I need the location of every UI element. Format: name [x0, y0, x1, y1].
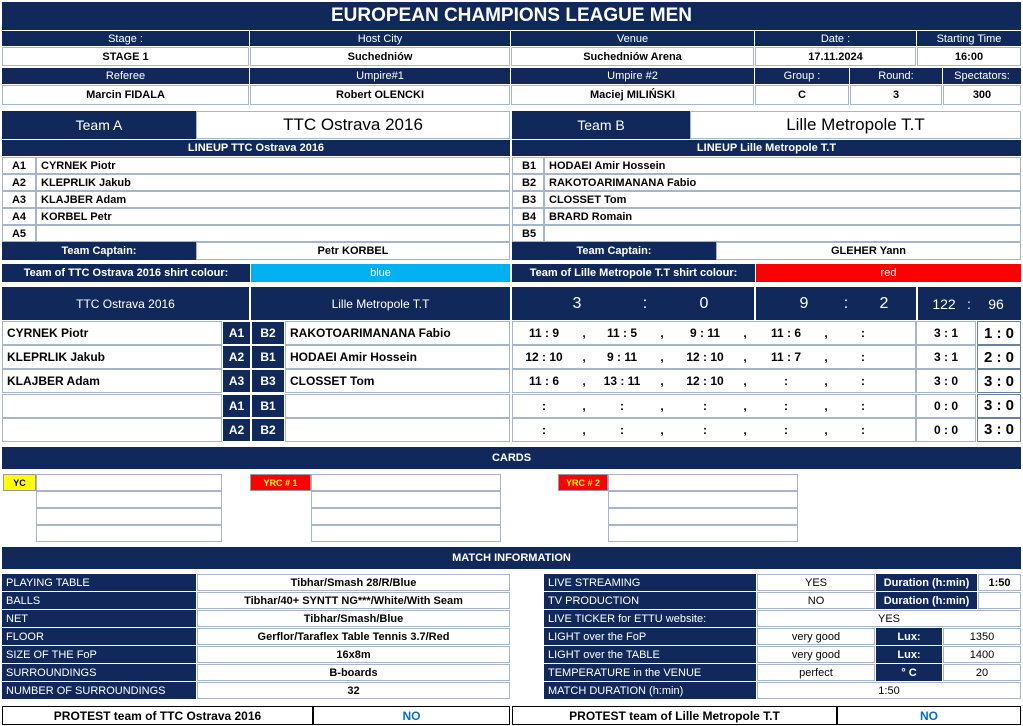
set-score: : [542, 398, 546, 413]
team-b-label: Team B [512, 111, 690, 139]
set-score: : [861, 374, 865, 389]
lineup-code: B1 [512, 157, 544, 174]
points-score [918, 287, 1021, 320]
matches-score [512, 287, 754, 320]
card-entry-field[interactable] [311, 474, 501, 491]
points-a: 122 [932, 295, 956, 312]
info-label: LIGHT over the TABLE [544, 646, 756, 663]
info-value: Suchedniów [250, 47, 510, 66]
set-separator: , [743, 326, 747, 340]
match-player-b [285, 418, 510, 442]
match-info-title: MATCH INFORMATION [2, 547, 1021, 569]
info-sub-label: Duration (h:min) [876, 592, 977, 609]
info-sub-label: Lux: [876, 646, 942, 663]
set-separator: , [582, 350, 586, 365]
info-value: 16x8m [197, 646, 510, 663]
set-score: 9 : 11 [689, 326, 721, 340]
set-score: : [542, 422, 546, 437]
info-value: Tibhar/40+ SYNTT NG***/White/With Seam [197, 592, 510, 609]
info-value: Tibhar/Smash 28/R/Blue [197, 574, 510, 591]
info-value: Gerflor/Taraflex Table Tennis 3.7/Red [197, 628, 510, 645]
set-separator: , [660, 374, 664, 389]
info-label: SURROUNDINGS [2, 664, 196, 681]
info-value: NO [757, 592, 875, 609]
info-label: NUMBER OF SURROUNDINGS [2, 682, 196, 699]
lineup-player [544, 225, 1021, 242]
set-score: : [703, 398, 707, 413]
info-label: LIVE TICKER for ETTU website: [544, 610, 756, 627]
info-header: Round: [850, 68, 942, 84]
games-score [756, 287, 916, 320]
match-games: 0 : 0 [916, 418, 976, 442]
set-separator: , [824, 398, 828, 413]
set-score: : [861, 422, 865, 437]
info-value: Robert OLENCKI [250, 85, 510, 105]
set-score: 12 : 10 [686, 374, 724, 389]
games-b: 2 [879, 294, 889, 312]
lineup-player: CLOSSET Tom [544, 191, 1021, 208]
lineup-b-title: LINEUP Lille Metropole T.T [512, 140, 1021, 156]
card-entry-field[interactable] [608, 491, 798, 508]
info-label: BALLS [2, 592, 196, 609]
set-separator: , [582, 326, 586, 340]
card-entry-field[interactable] [36, 474, 222, 491]
lineup-code: B5 [512, 225, 544, 242]
lineup-player [36, 225, 510, 242]
info-value: Maciej MILIŃSKI [511, 85, 754, 105]
set-separator: , [660, 326, 664, 340]
set-score: : [861, 326, 865, 340]
shirt-b-colour: red [756, 264, 1021, 282]
lineup-player: KLAJBER Adam [36, 191, 510, 208]
score-team-b: Lille Metropole T.T [251, 287, 510, 320]
match-result: 3 : 0 [977, 418, 1021, 442]
info-sub-value: 1:50 [978, 574, 1021, 591]
match-player-a: KLEPRLIK Jakub [2, 345, 222, 369]
info-value: Tibhar/Smash/Blue [197, 610, 510, 627]
set-separator: , [660, 350, 664, 365]
set-score: 11 : 6 [528, 374, 560, 389]
info-header: Starting Time [917, 31, 1021, 46]
info-value: very good [757, 646, 875, 663]
card-entry-field[interactable] [311, 508, 501, 525]
shirt-b-label: Team of Lille Metropole T.T shirt colour: [512, 264, 755, 282]
match-code-b: B2 [252, 419, 284, 441]
match-code-b: B3 [252, 370, 284, 392]
match-player-b: HODAEI Amir Hossein [285, 345, 510, 369]
sets-cell [512, 321, 916, 345]
lineup-player: KORBEL Petr [36, 208, 510, 225]
points-b: 96 [988, 295, 1004, 312]
info-label: MATCH DURATION (h:min) [544, 682, 756, 699]
info-sub-label: ° C [876, 664, 942, 681]
set-score: : [620, 398, 624, 413]
set-score: 13 : 11 [603, 374, 641, 389]
set-score: 12 : 10 [525, 350, 563, 365]
set-separator: , [660, 398, 664, 413]
sets-cell [512, 345, 916, 369]
page-title: EUROPEAN CHAMPIONS LEAGUE MEN [2, 2, 1021, 30]
info-value: very good [757, 628, 875, 645]
info-header: Host City [250, 31, 510, 46]
match-code-a: A1 [223, 395, 250, 417]
info-value: C [755, 85, 849, 105]
match-code-b: B1 [252, 395, 284, 417]
captain-b: GLEHER Yann [716, 242, 1021, 260]
lineup-code: B4 [512, 208, 544, 225]
matches-colon: : [642, 294, 648, 312]
info-header: Umpire#1 [250, 68, 510, 84]
team-a-label: Team A [2, 111, 196, 139]
team-a-name: TTC Ostrava 2016 [196, 111, 510, 139]
match-games: 3 : 1 [916, 321, 976, 345]
info-value: perfect [757, 664, 875, 681]
match-code-a: A2 [223, 419, 250, 441]
match-player-a [2, 418, 222, 442]
info-sub-value: 1400 [943, 646, 1021, 663]
team-b-name: Lille Metropole T.T [690, 111, 1021, 139]
set-score: 11 : 9 [528, 326, 560, 340]
card-entry-field[interactable] [36, 491, 222, 508]
info-header: Stage : [2, 31, 249, 46]
protest-b-value: NO [837, 706, 1021, 725]
card-entry-field[interactable] [608, 474, 798, 491]
games-colon: : [843, 294, 849, 312]
lineup-code: B2 [512, 174, 544, 191]
lineup-code: A4 [2, 208, 36, 225]
info-label: SIZE OF THE FoP [2, 646, 196, 663]
info-label: TV PRODUCTION [544, 592, 756, 609]
points-colon: : [967, 295, 971, 312]
card-entry-field[interactable] [608, 508, 798, 525]
set-separator: , [824, 374, 828, 389]
info-value: Suchedniów Arena [511, 47, 754, 66]
lineup-a-title: LINEUP TTC Ostrava 2016 [2, 140, 510, 156]
score-team-a: TTC Ostrava 2016 [2, 287, 249, 320]
sets-cell [512, 394, 916, 418]
set-score: 11 : 5 [606, 326, 638, 340]
info-header: Umpire #2 [511, 68, 754, 84]
match-player-b: RAKOTOARIMANANA Fabio [285, 321, 510, 345]
captain-b-label: Team Captain: [512, 242, 716, 260]
info-label: TEMPERATURE in the VENUE [544, 664, 756, 681]
match-games: 3 : 0 [916, 369, 976, 393]
info-value: YES [757, 574, 875, 591]
info-header: Group : [755, 68, 849, 84]
lineup-player: HODAEI Amir Hossein [544, 157, 1021, 174]
set-score: : [784, 398, 788, 413]
matches-b: 0 [699, 294, 709, 312]
set-score: : [784, 374, 788, 389]
info-value: B-boards [197, 664, 510, 681]
match-result: 1 : 0 [977, 321, 1021, 345]
games-a: 9 [799, 294, 809, 312]
lineup-code: A5 [2, 225, 36, 242]
match-player-b: CLOSSET Tom [285, 369, 510, 393]
shirt-a-label: Team of TTC Ostrava 2016 shirt colour: [2, 264, 250, 282]
set-score: 11 : 7 [770, 350, 802, 365]
set-separator: , [743, 374, 747, 389]
match-player-b [285, 394, 510, 418]
matches-a: 3 [572, 294, 582, 312]
card-entry-field[interactable] [36, 508, 222, 525]
set-separator: , [743, 350, 747, 365]
match-result: 2 : 0 [977, 345, 1021, 369]
set-score: : [703, 422, 707, 437]
captain-a-label: Team Captain: [2, 242, 196, 260]
yc-label: YC [3, 474, 36, 491]
yrc1-label: YRC # 1 [250, 474, 311, 491]
info-value: YES [757, 610, 1021, 627]
card-entry-field[interactable] [36, 525, 222, 542]
lineup-player: KLEPRLIK Jakub [36, 174, 510, 191]
info-sub-value: 1350 [943, 628, 1021, 645]
lineup-player: RAKOTOARIMANANA Fabio [544, 174, 1021, 191]
card-entry-field[interactable] [311, 525, 501, 542]
info-sub-label: Lux: [876, 628, 942, 645]
lineup-code: B3 [512, 191, 544, 208]
info-value: 300 [943, 85, 1021, 105]
protest-b-label: PROTEST team of Lille Metropole T.T [512, 706, 837, 725]
sets-cell [512, 369, 916, 393]
info-value: 32 [197, 682, 510, 699]
set-score: : [861, 350, 865, 365]
set-separator: , [743, 398, 747, 413]
sets-cell [512, 418, 916, 442]
yrc2-label: YRC # 2 [558, 474, 608, 491]
match-code-a: A2 [223, 346, 250, 368]
protest-a-value: NO [313, 706, 510, 725]
info-header: Date : [755, 31, 916, 46]
info-value: Marcin FIDALA [2, 85, 249, 105]
cards-title: CARDS [2, 447, 1021, 469]
match-result: 3 : 0 [977, 394, 1021, 418]
match-games: 3 : 1 [916, 345, 976, 369]
set-separator: , [824, 326, 828, 340]
info-header: Referee [2, 68, 249, 84]
info-value: 1:50 [757, 682, 1021, 699]
card-entry-field[interactable] [608, 525, 798, 542]
info-value: STAGE 1 [2, 47, 249, 66]
info-value: 17.11.2024 [755, 47, 916, 66]
set-separator: , [582, 422, 586, 437]
info-sub-value [978, 592, 1021, 609]
card-entry-field[interactable] [311, 491, 501, 508]
match-code-a: A3 [223, 370, 250, 392]
info-value: 16:00 [917, 47, 1021, 66]
info-label: PLAYING TABLE [2, 574, 196, 591]
lineup-code: A2 [2, 174, 36, 191]
match-result: 3 : 0 [977, 369, 1021, 393]
info-label: FLOOR [2, 628, 196, 645]
set-score: : [861, 398, 865, 413]
captain-a: Petr KORBEL [196, 242, 510, 260]
match-code-b: B2 [252, 322, 284, 344]
info-label: LIGHT over the FoP [544, 628, 756, 645]
match-code-a: A1 [223, 322, 250, 344]
set-separator: , [743, 422, 747, 437]
info-value: 3 [850, 85, 942, 105]
match-games: 0 : 0 [916, 394, 976, 418]
info-sub-label: Duration (h:min) [876, 574, 977, 591]
set-score: 9 : 11 [606, 350, 638, 365]
info-header: Venue [511, 31, 754, 46]
info-label: NET [2, 610, 196, 627]
protest-a-label: PROTEST team of TTC Ostrava 2016 [2, 706, 313, 725]
lineup-player: CYRNEK Piotr [36, 157, 510, 174]
info-label: LIVE STREAMING [544, 574, 756, 591]
match-player-a [2, 394, 222, 418]
set-separator: , [824, 350, 828, 365]
set-score: : [620, 422, 624, 437]
set-separator: , [582, 374, 586, 389]
set-separator: , [660, 422, 664, 437]
info-sub-value: 20 [943, 664, 1021, 681]
info-header: Spectators: [943, 68, 1021, 84]
set-score: 12 : 10 [686, 350, 724, 365]
lineup-code: A1 [2, 157, 36, 174]
shirt-a-colour: blue [251, 264, 510, 282]
set-separator: , [824, 422, 828, 437]
lineup-code: A3 [2, 191, 36, 208]
match-player-a: CYRNEK Piotr [2, 321, 222, 345]
match-player-a: KLAJBER Adam [2, 369, 222, 393]
set-score: : [784, 422, 788, 437]
lineup-player: BRARD Romain [544, 208, 1021, 225]
set-separator: , [582, 398, 586, 413]
match-code-b: B1 [252, 346, 284, 368]
set-score: 11 : 6 [770, 326, 802, 340]
